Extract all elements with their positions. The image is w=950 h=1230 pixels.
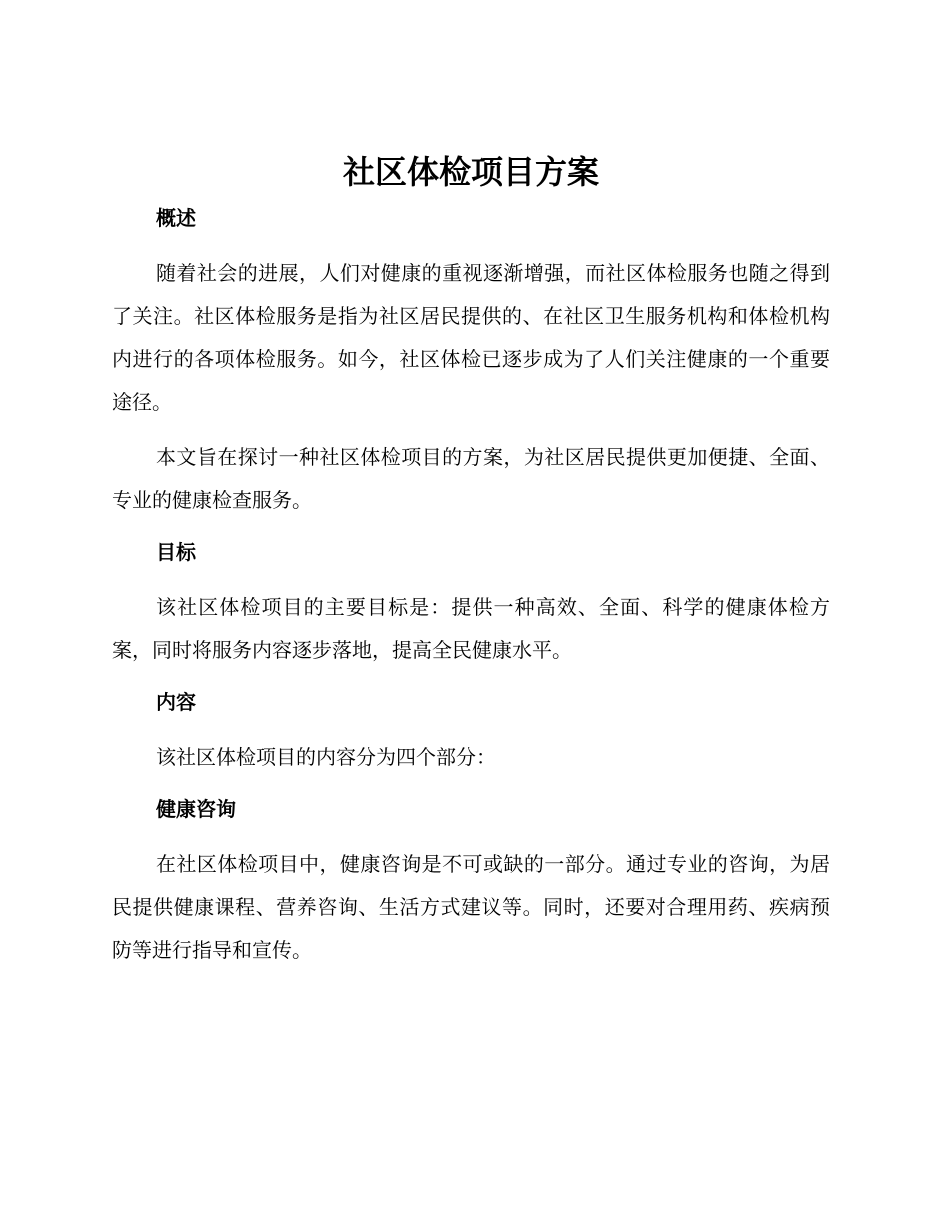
document-title: 社区体检项目方案 bbox=[342, 153, 599, 191]
health-consult-paragraph-1: 在社区体检项目中，健康咨询是不可或缺的一部分。通过专业的咨询，为居民提供健康课程、营养咨询、生活方式建议等。同时，还要对合理用药、疾病预防等进行指导和宣传。 bbox=[112, 852, 830, 962]
section-heading-health-consult: 健康咨询 bbox=[156, 797, 236, 821]
goal-paragraph-1: 该社区体检项目的主要目标是：提供一种高效、全面、科学的健康体检方案，同时将服务内容逐步落地，提高全民健康水平。 bbox=[112, 595, 830, 662]
section-heading-content: 内容 bbox=[156, 690, 196, 714]
document-page bbox=[112, 150, 830, 972]
content-paragraph-1: 该社区体检项目的内容分为四个部分： bbox=[156, 745, 496, 769]
section-heading-overview: 概述 bbox=[156, 206, 196, 230]
overview-paragraph-1: 随着社会的进展，人们对健康的重视逐渐增强，而社区体检服务也随之得到了关注。社区体检服务是指为社区居民提供的、在社区卫生服务机构和体检机构内进行的各项体检服务。如今，社区体检已逐步成为了人们关注健康的一个重要途径。 bbox=[112, 261, 830, 414]
overview-paragraph-2: 本文旨在探讨一种社区体检项目的方案，为社区居民提供更加便捷、全面、专业的健康检查服务。 bbox=[112, 445, 830, 512]
section-heading-goal: 目标 bbox=[156, 540, 196, 564]
